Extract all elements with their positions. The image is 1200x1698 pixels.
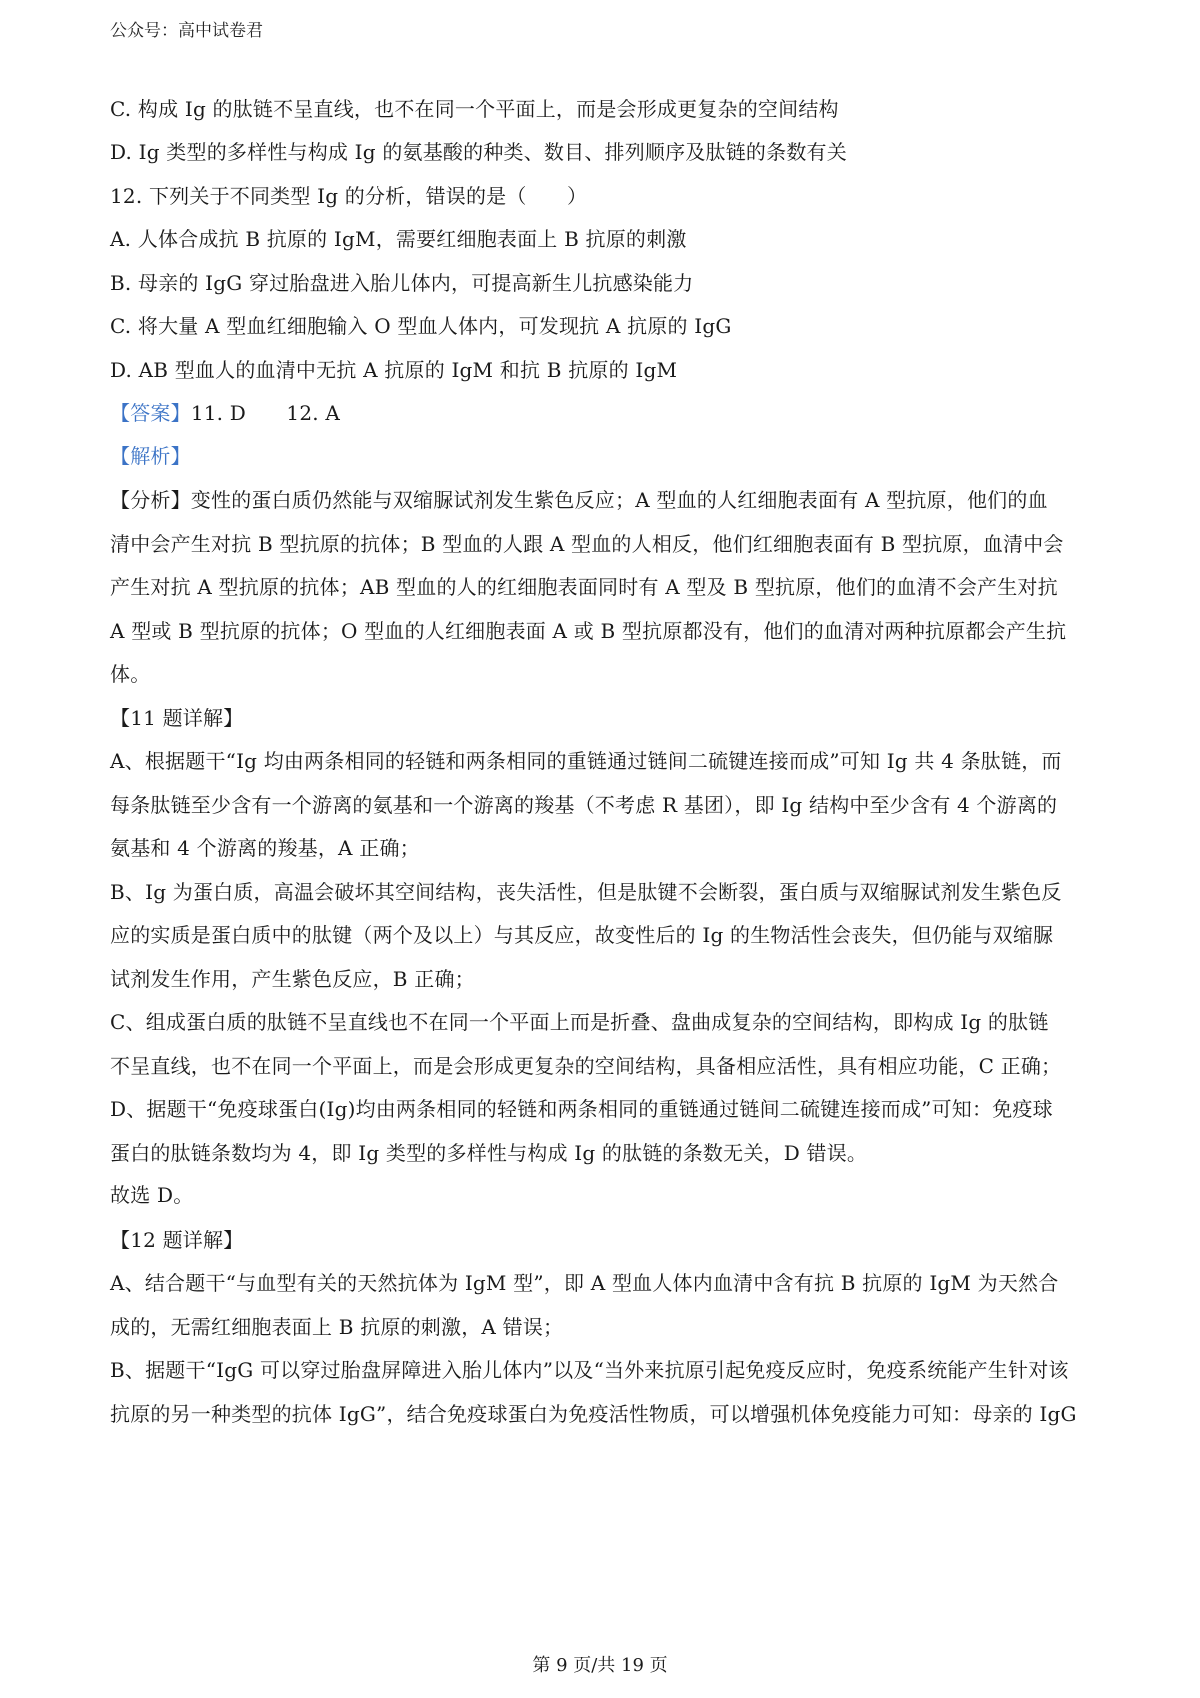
body-line: 【分析】变性的蛋白质仍然能与双缩脲试剂发生紫色反应；A 型血的人红细胞表面有 A 型抗原，他们的血 — [110, 488, 1048, 512]
analysis-label: 【解析】 — [110, 444, 191, 468]
body-line: A 型或 B 型抗原的抗体；O 型血的人红细胞表面 A 或 B 型抗原都没有，他们的血清对两种抗原都会产生抗 — [110, 619, 1067, 643]
body-line: A、根据题干“Ig 均由两条相同的轻链和两条相同的重链通过链间二硫键连接而成”可知 Ig 共 4 条肽链，而 — [110, 749, 1062, 773]
body-line: 清中会产生对抗 B 型抗原的抗体；B 型血的人跟 A 型血的人相反，他们红细胞表面有 B 型抗原，血清中会 — [110, 532, 1064, 556]
section-heading-11: 【11 题详解】 — [110, 706, 244, 730]
body-line: 每条肽链至少含有一个游离的氨基和一个游离的羧基（不考虑 R 基团），即 Ig 结构中至少含有 4 个游离的 — [110, 793, 1058, 817]
option-c-q12: C. 将大量 A 型血红细胞输入 O 型血人体内，可发现抗 A 抗原的 IgG — [110, 314, 732, 338]
body-line: 蛋白的肽链条数均为 4，即 Ig 类型的多样性与构成 Ig 的肽链的条数无关，D 错误。 — [110, 1141, 868, 1165]
watermark-header: 公众号：高中试卷君 — [110, 21, 263, 41]
question-12-stem: 12. 下列关于不同类型 Ig 的分析，错误的是（ ） — [110, 184, 588, 208]
body-line: 应的实质是蛋白质中的肽键（两个及以上）与其反应，故变性后的 Ig 的生物活性会丧失，但仍能与双缩脲 — [110, 923, 1054, 947]
answer-line — [110, 398, 1110, 428]
option-d-q12: D. AB 型血人的血清中无抗 A 抗原的 IgM 和抗 B 抗原的 IgM — [110, 358, 678, 382]
body-line: 氨基和 4 个游离的羧基，A 正确； — [110, 836, 420, 860]
option-d-q11: D. Ig 类型的多样性与构成 Ig 的氨基酸的种类、数目、排列顺序及肽链的条数有关 — [110, 140, 847, 164]
section-heading-12: 【12 题详解】 — [110, 1228, 244, 1252]
option-b-q12: B. 母亲的 IgG 穿过胎盘进入胎儿体内，可提高新生儿抗感染能力 — [110, 271, 694, 295]
body-line: 不呈直线，也不在同一个平面上，而是会形成更复杂的空间结构，具备相应活性，具有相应功能，C 正确； — [110, 1054, 1062, 1078]
body-line: 故选 D。 — [110, 1183, 194, 1207]
body-line: 试剂发生作用，产生紫色反应，B 正确； — [110, 967, 475, 991]
body-line: A、结合题干“与血型有关的天然抗体为 IgM 型”，即 A 型血人体内血清中含有抗 B 抗原的 IgM 为天然合 — [110, 1271, 1059, 1295]
body-line: 体。 — [110, 662, 151, 686]
body-line: 产生对抗 A 型抗原的抗体；AB 型血的人的红细胞表面同时有 A 型及 B 型抗原，他们的血清不会产生对抗 — [110, 575, 1058, 599]
option-a-q12: A. 人体合成抗 B 抗原的 IgM，需要红细胞表面上 B 抗原的刺激 — [110, 227, 687, 251]
body-line: B、据题干“IgG 可以穿过胎盘屏障进入胎儿体内”以及“当外来抗原引起免疫反应时，免疫系统能产生针对该 — [110, 1358, 1069, 1382]
answer-label: 【答案】 — [110, 401, 191, 425]
body-line: 抗原的另一种类型的抗体 IgG”，结合免疫球蛋白为免疫活性物质，可以增强机体免疫能力可知：母亲的 IgG — [110, 1402, 1077, 1426]
body-line: 成的，无需红细胞表面上 B 抗原的刺激，A 错误； — [110, 1315, 564, 1339]
page-number: 第 9 页/共 19 页 — [532, 1655, 668, 1676]
body-line: C、组成蛋白质的肽链不呈直线也不在同一个平面上而是折叠、盘曲成复杂的空间结构，即构成 Ig 的肽链 — [110, 1010, 1049, 1034]
body-line: B、Ig 为蛋白质，高温会破坏其空间结构，丧失活性，但是肽键不会断裂，蛋白质与双缩脲试剂发生紫色反 — [110, 880, 1062, 904]
body-line: D、据题干“免疫球蛋白(Ig)均由两条相同的轻链和两条相同的重链通过链间二硫键连接而成”可知：免疫球 — [110, 1097, 1053, 1121]
answer-text: 11. D 12. A — [190, 401, 341, 425]
option-c-q11: C. 构成 Ig 的肽链不呈直线，也不在同一个平面上，而是会形成更复杂的空间结构 — [110, 97, 839, 121]
